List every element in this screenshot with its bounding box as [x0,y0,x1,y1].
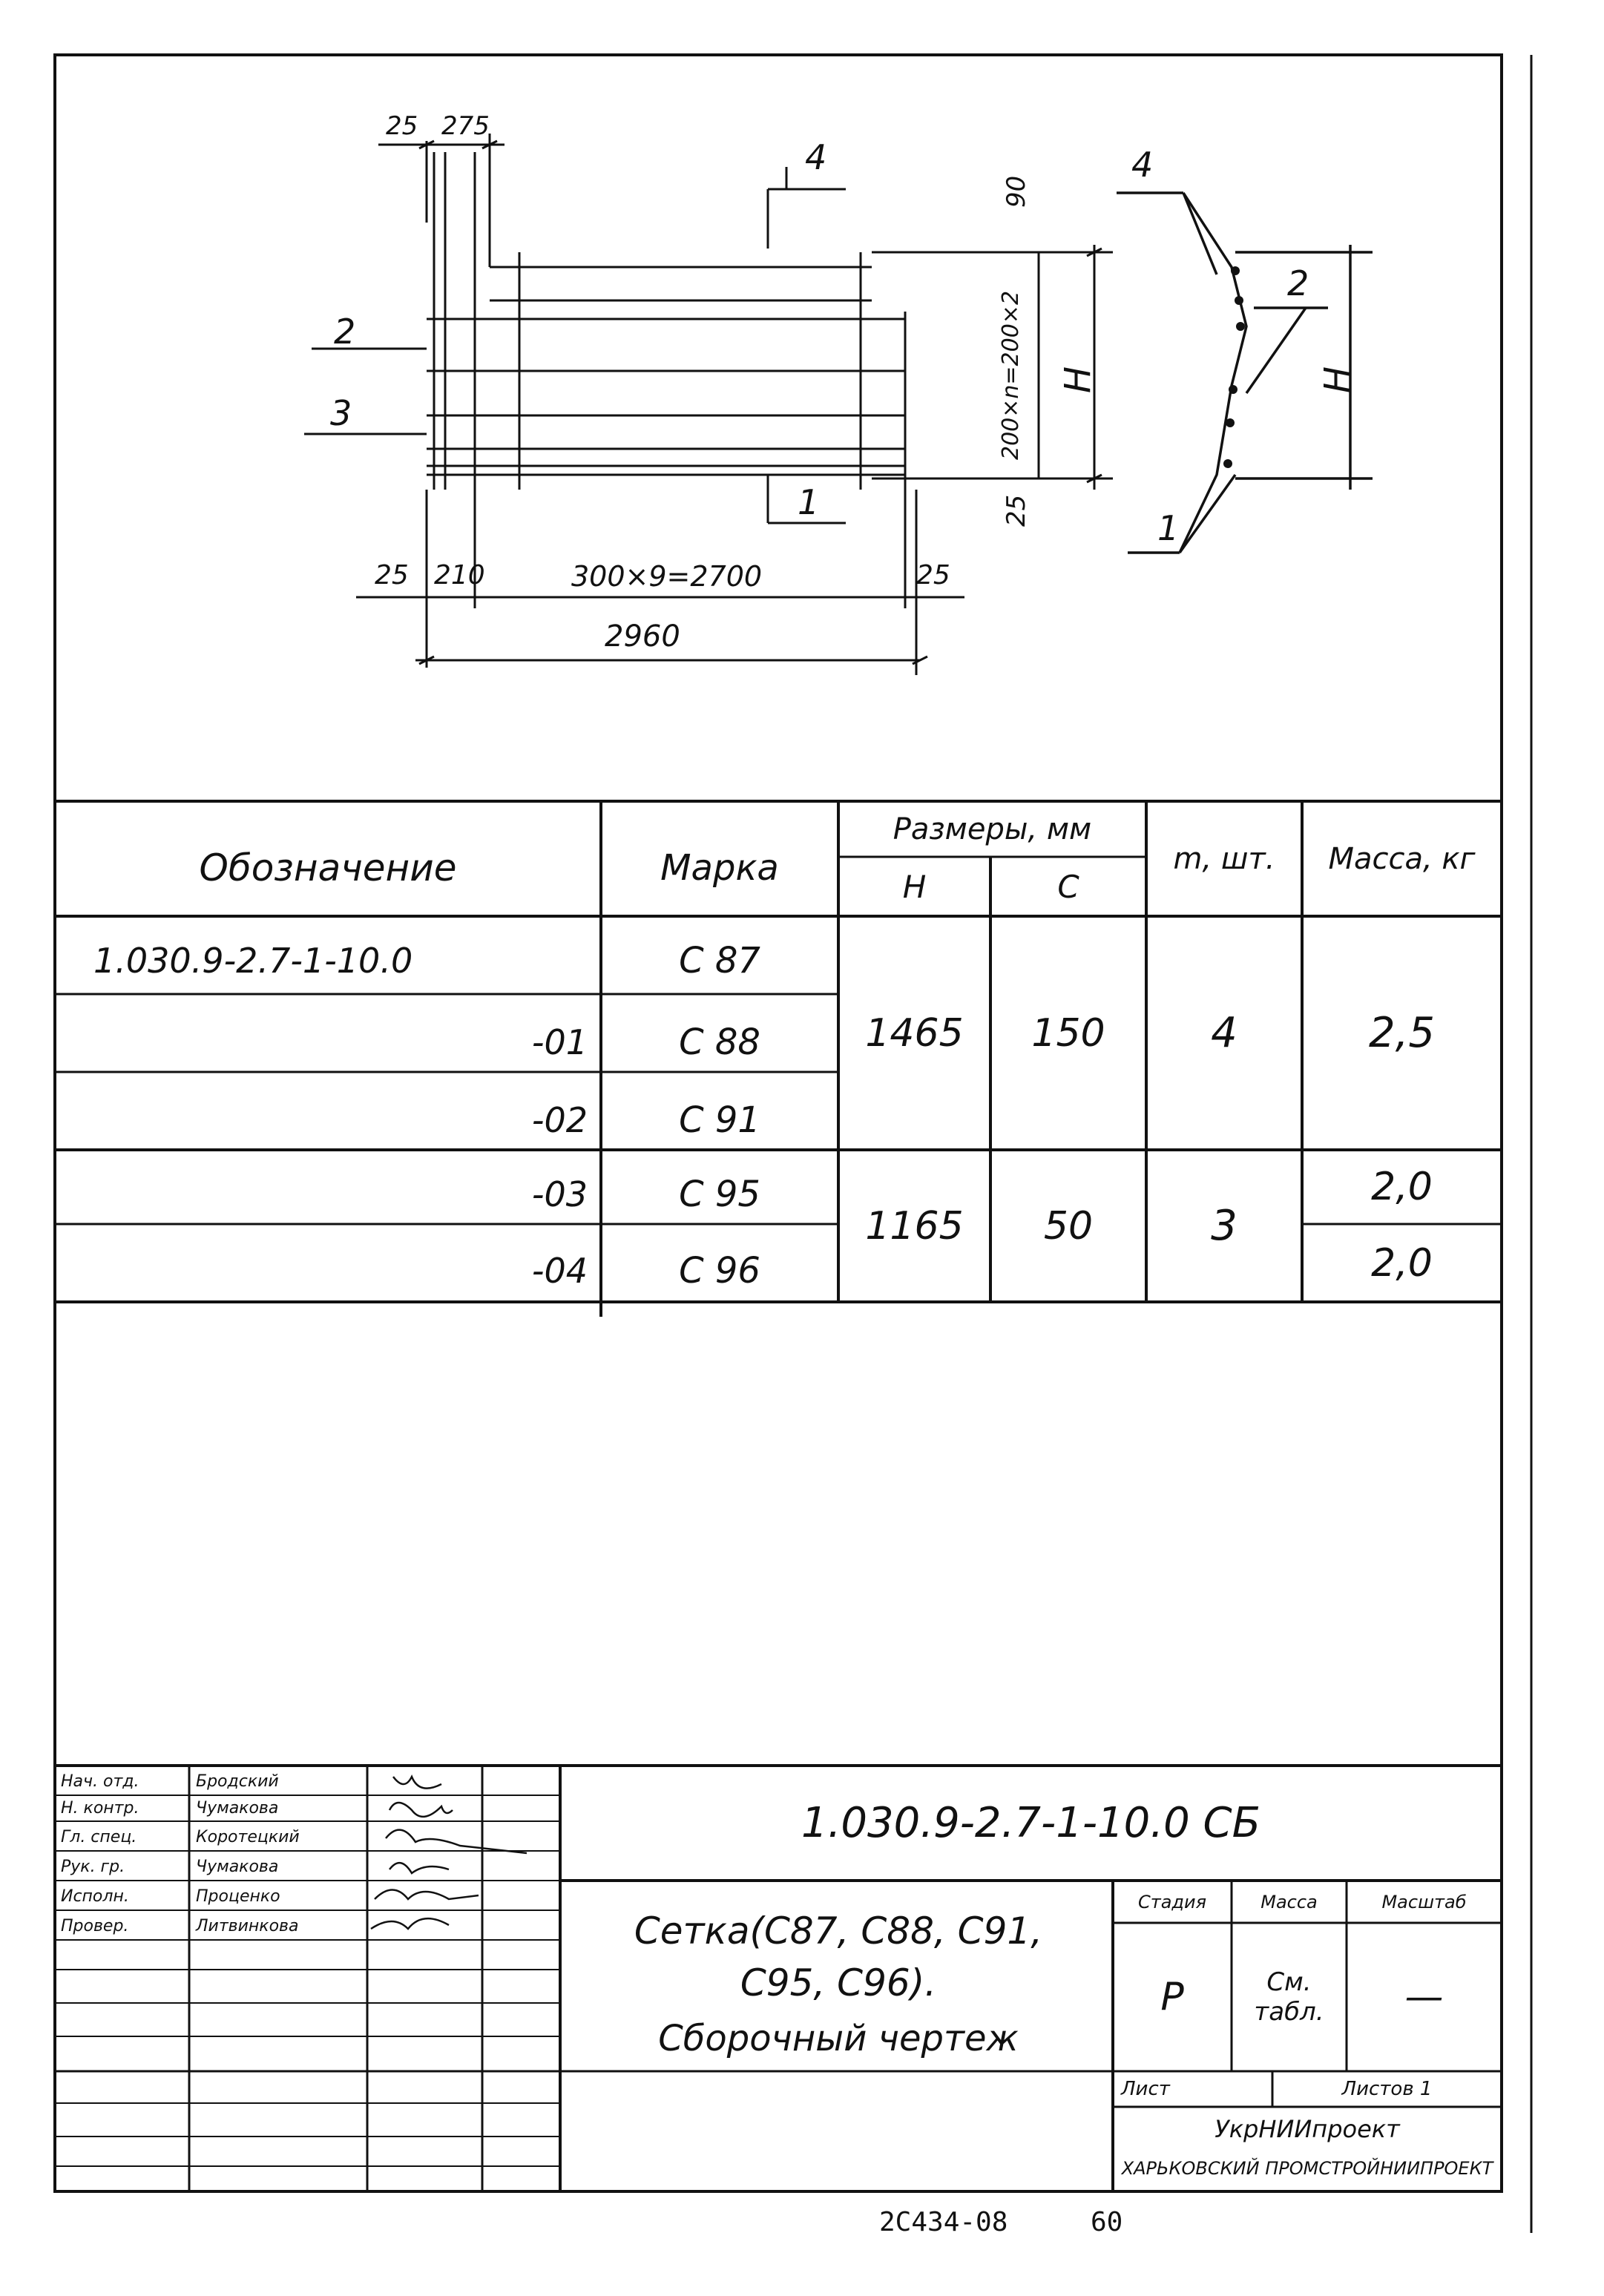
dim-total: 2960 [605,619,680,654]
table-row-designation: -03 [531,1174,588,1214]
dim-bottom-span: 300×9=2700 [571,560,763,593]
sheet-label: Лист [1121,2078,1170,2100]
signature-rows [55,1795,560,2166]
table-row-mark: С 87 [679,940,760,981]
dim-top-25: 25 [386,111,418,141]
section-callout-2: 2 [1287,263,1309,303]
table-row-designation: -01 [531,1022,588,1062]
person-name: Литвинкова [196,1916,299,1935]
role-label: Рук. гр. [61,1857,125,1876]
role-label: Исполн. [61,1887,129,1906]
table-row-designation: -04 [531,1251,588,1291]
doc-title-line2: С95, С96). [740,1961,937,2004]
role-label: Провер. [61,1916,129,1935]
group2-c: 50 [1043,1203,1094,1249]
header-designation: Обозначение [199,846,457,889]
org-line1: УкрНИИпроект [1214,2115,1400,2143]
table-row-designation: -02 [531,1100,588,1140]
person-name: Коротецкий [196,1827,300,1846]
dim-height-h: H [1057,366,1099,393]
table-row-mark: С 91 [679,1099,760,1141]
table-row-designation: 1.030.9-2.7-1-10.0 [93,941,413,981]
header-mass: Масса, кг [1328,841,1476,876]
person-name: Бродский [196,1772,279,1791]
callout-4: 4 [805,137,827,177]
section-callout-1: 1 [1157,508,1180,548]
group1-c: 150 [1031,1010,1105,1056]
doc-code: 1.030.9-2.7-1-10.0 СБ [801,1799,1261,1847]
table-row-mark: С 95 [679,1174,760,1215]
callout-3: 3 [330,393,352,433]
group1-qty: 4 [1211,1009,1237,1057]
dim-section-h: H [1317,366,1358,393]
person-name: Чумакова [196,1857,279,1876]
section-rod-dots [1223,266,1245,468]
callout-2: 2 [334,312,356,352]
dim-top-275: 275 [441,111,490,141]
footer-code: 2С434-08 [879,2207,1008,2237]
doc-title-line3: Сборочный чертеж [658,2017,1019,2059]
mesh-plan [304,134,1113,675]
header-qty: m, шт. [1173,841,1275,876]
stage-label: Стадия [1137,1891,1207,1912]
dim-bottom-25-left: 25 [375,560,409,591]
header-mark: Марка [660,847,779,889]
table-row-mark: С 88 [679,1022,760,1063]
group1-mass: 2,5 [1368,1009,1436,1057]
header-c: C [1057,868,1079,905]
dim-right-pitch: 200×n=200×2 [998,290,1024,460]
mass-label: Масса [1260,1891,1318,1912]
role-label: Гл. спец. [61,1827,137,1846]
dim-bottom-210: 210 [434,560,485,591]
person-name: Проценко [196,1887,280,1906]
dim-right-25: 25 [1002,494,1031,527]
footer-page: 60 [1091,2207,1123,2237]
scale-value: — [1404,1975,1444,2019]
group2-mass-b: 2,0 [1371,1240,1433,1286]
role-label: Н. контр. [61,1799,139,1818]
mass-value: См. табл. [1254,1967,1324,2027]
sheets-label: Листов 1 [1341,2078,1433,2100]
callout-1: 1 [798,482,820,522]
dim-bottom-25-right: 25 [916,560,950,591]
signatures [371,1777,527,1929]
group2-qty: 3 [1211,1202,1237,1250]
person-name: Чумакова [196,1799,279,1818]
doc-title-line1: Сетка(С87, С88, С91, [634,1909,1043,1953]
section-callout-4: 4 [1131,145,1154,185]
role-label: Нач. отд. [61,1772,139,1791]
header-h: H [902,868,927,905]
dim-right-90: 90 [1002,175,1031,208]
scale-label: Масштаб [1381,1891,1467,1912]
stage-value: Р [1160,1975,1184,2019]
header-sizes: Размеры, мм [893,812,1092,846]
group1-h: 1465 [865,1010,964,1056]
group2-mass-a: 2,0 [1371,1165,1433,1209]
org-line2: ХАРЬКОВСКИЙ ПРОМСТРОЙНИИПРОЕКТ [1121,2157,1493,2179]
table-row-mark: С 96 [679,1250,760,1292]
group2-h: 1165 [865,1203,964,1249]
